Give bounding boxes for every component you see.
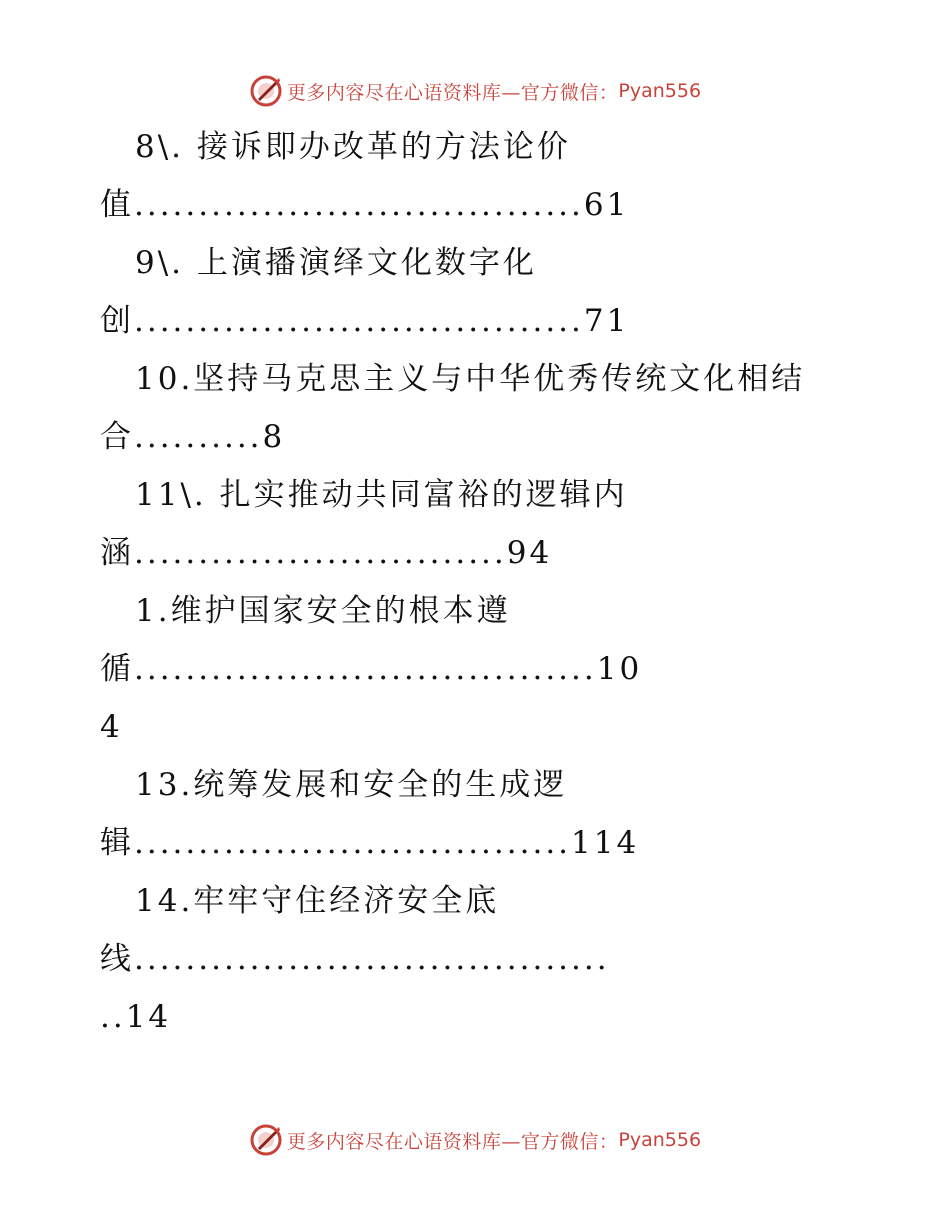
footer-banner bbox=[0, 1120, 950, 1160]
toc-entry-page-line: 循....................................10 bbox=[100, 651, 643, 687]
toc-entry-title: 11\. 扎实推动共同富裕的逻辑内 bbox=[135, 477, 628, 513]
toc-entry-title: 10.坚持马克思主义与中华优秀传统文化相结 bbox=[135, 361, 806, 397]
toc-entry-page-line: 涵.............................94 bbox=[100, 535, 553, 571]
table-of-contents bbox=[0, 118, 950, 1046]
toc-entry-page-line: 线..................................... bbox=[100, 941, 610, 977]
toc-entry-page-line: 创...................................71 bbox=[100, 303, 630, 339]
header-banner bbox=[0, 71, 950, 111]
toc-entry-title: 9\. 上演播演绎文化数字化 bbox=[135, 245, 537, 281]
toc-entry-title: 1.维护国家安全的根本遵 bbox=[135, 593, 511, 629]
toc-entry-page-wrap: ..14 bbox=[100, 999, 172, 1035]
banner-text: 更多内容尽在心语资料库—官方微信： bbox=[286, 1130, 619, 1153]
toc-entry-page-line: 合..........8 bbox=[100, 419, 286, 455]
wechat-id: Pyan556 bbox=[618, 80, 702, 102]
banner-text: 更多内容尽在心语资料库—官方微信： bbox=[286, 81, 619, 104]
toc-entry-title: 8\. 接诉即办改革的方法论价 bbox=[135, 129, 571, 165]
wechat-id: Pyan556 bbox=[618, 1129, 702, 1151]
toc-entry-page-line: 值...................................61 bbox=[100, 187, 630, 223]
toc-entry-page-line: 辑..................................114 bbox=[100, 825, 640, 861]
toc-entry-page-wrap: 4 bbox=[100, 709, 123, 745]
brand-logo-icon bbox=[249, 1123, 283, 1157]
toc-entry-title: 14.牢牢守住经济安全底 bbox=[135, 883, 500, 919]
brand-logo-icon bbox=[249, 74, 283, 108]
toc-entry-title: 13.统筹发展和安全的生成逻 bbox=[135, 767, 568, 803]
